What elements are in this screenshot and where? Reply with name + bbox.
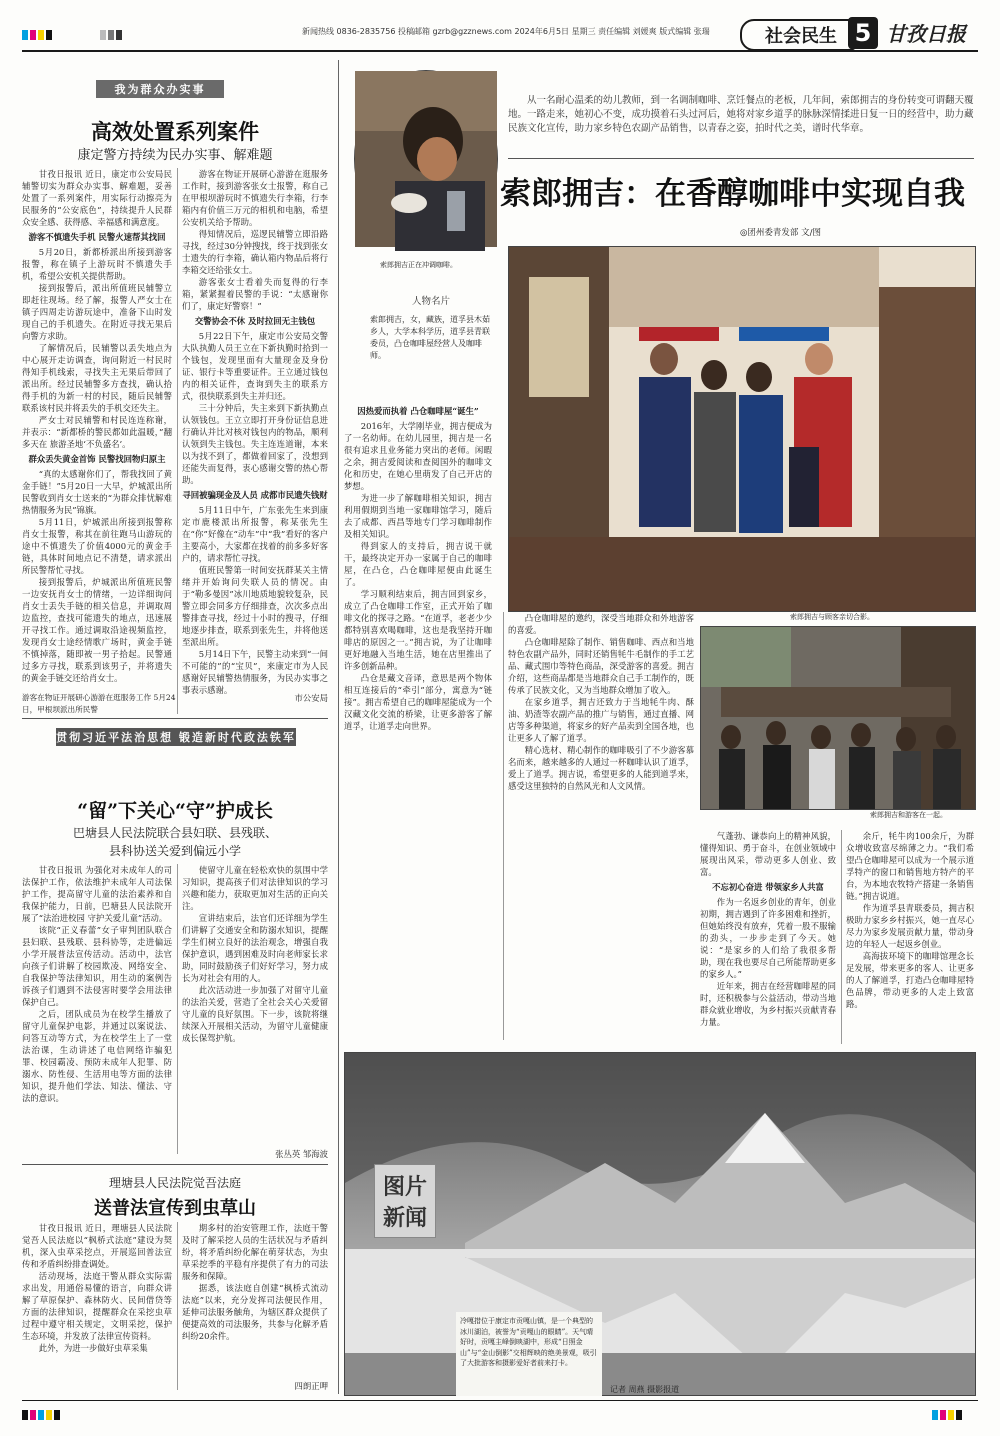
paragraph: 凸仓是藏文音译，意思是两个物体相互连接后的“牵引”部分，寓意为“链接”。拥吉希望自己的咖啡屋能成为一个汉藏文化交流的桥梁，让更多游客了解道孚，让道孚走向世界。 — [344, 673, 492, 731]
page-column-divider — [338, 60, 339, 1394]
page-number: 5 — [848, 17, 878, 49]
paragraph: 期多村的治安管理工作，法庭干警及时了解采挖人员的生活状况与矛盾纠纷，将矛盾纠纷化解在萌芽状态，为虫草采挖季的平稳有序提供了有力的司法服务和保障。 — [182, 1223, 328, 1281]
paragraph: 游客在物证开展研心游游在逛服务工作时，接到游客张女士报警，称自己在甲根坝游玩时不慎遗失行李箱，行李箱内有价值三万元的相机和电脑，希望公安机关给予帮助。 — [182, 169, 328, 227]
paragraph: 余斤，牦牛肉100余斤，为群众增收致富尽绵薄之力。“我们希望凸仓咖啡屋可以成为一个展示道孚特产的窗口和销售地方特产的平台，为本地农牧特产搭建一条销售链。”拥吉说道。 — [846, 831, 974, 901]
photo-news-credit: 记者 周燕 摄影报道 — [610, 1385, 680, 1394]
paragraph: 接到报警后，炉城派出所值班民警一边安抚肖女士的情绪，一边详细询问肖女士丢失手链的相关信息，并调取周边监控，查找可能遗失的地点，迅速展开寻找工作。通过调取沿途视频监控，发现肖女士途经情歌广场时，黄金手链不慎掉落，随即被一男子拾起。民警通过多方寻找，联系到该男子，并将遗失的黄金手链交还给肖女士。 — [22, 577, 172, 683]
landscape-photo-illustration — [345, 1053, 975, 1395]
top-rule — [22, 50, 978, 52]
paragraph: 学习顺利结束后，拥吉回到家乡，成立了凸仓咖啡工作室，正式开始了咖啡文化的探寻之路。“在道孚，老老少少都特别喜欢喝咖啡，这也是我坚持开咖啡店的原因之一。”拥吉说，为了让咖啡更好地融入当地生活，她在店里推出了许多创新品种。 — [344, 589, 492, 671]
paragraph: 甘孜日报讯 近日，康定市公安局民辅警切实为群众办实事、解难题，妥善处置了一系列案件，用实际行动擦亮为民服务的“公安底色”，持续提升人民群众安全感、获得感、幸福感和满意度。 — [22, 169, 172, 227]
feature-teaser: 从一名耐心温柔的幼儿教师，到一名调制咖啡、烹饪餐点的老板，几年间，索郎拥吉的身份转变可谓翻天覆地。一路走来，她初心不变，成功摸着石头过河后，她将对家乡道孚的脉脉深情揉进日复一日的经营中，助力藏民族文化宣传，助力家乡特色农副产品销售，以青春之姿，拍时代之美，谱时代华章。 — [508, 95, 974, 134]
photo-news-badge-line-2: 新闻 — [382, 1206, 427, 1231]
feature-byline: ◎团州委青发部 文/图 — [740, 228, 821, 238]
paragraph: 5月20日，新都桥派出所接到游客报警，称在镇子上游玩时不慎遗失手机，希望公安机关提供帮助。 — [22, 247, 172, 281]
divider — [22, 718, 328, 719]
color-registration-bar-bottom-right — [932, 1410, 962, 1420]
person-card-text: 索郎拥吉，女，藏族，道孚县木茹乡人，大学本科学历，道孚县青联委员，凸仓咖啡屋经营人及咖啡师。 — [370, 315, 490, 360]
feature-photo-group — [508, 246, 976, 612]
photo2-caption: 索郎拥吉和游客在一起。 — [870, 811, 947, 819]
story-subhead-line-2: 县科协送关爱到偏远小学 — [108, 844, 241, 858]
portrait-photo — [354, 70, 498, 248]
paragraph: 使留守儿童在轻松欢快的氛围中学习知识，提高孩子们对法律知识的学习兴趣和能力，获取更加对生活的正向关注。 — [182, 865, 328, 911]
paragraph: 作为道孚县青联委员，拥吉积极助力家乡乡村振兴，她一直尽心尽力为家乡发展贡献力量，带动身边的年轻人一起返乡创业。 — [846, 903, 974, 949]
paragraph: 5月11日，炉城派出所接到报警称肖女士报警，称其在前往跑马山游玩的途中不慎遗失了价值4000元的黄金手链，具体时间地点记不清楚，请求派出所民警帮忙寻找。 — [22, 517, 172, 575]
bottom-rule — [22, 1400, 978, 1401]
paragraph: 甘孜日报讯 为强化对未成年人的司法保护工作，依法维护未成年人司法保护工作，提高留守儿童的法治素养和自我保护能力，日前，巴塘县人民法院开展了“法治进校园 守护关爱儿童”活动。 — [22, 865, 172, 923]
photo-news-caption: 冷嘎措位于康定市贡嘎山镇，是一个典型的冰川湖泊，被誉为“贡嘎山的眼睛”。天气晴好时，贡嘎主峰倒映湖中，形成“日照金山”与“金山倒影”交相辉映的绝美景观，吸引了大批游客和摄影爱好者前来打卡。 — [456, 1312, 602, 1396]
landscape-photo — [344, 1052, 976, 1396]
header-meta: 新闻热线 0836-2835756 投稿邮箱 gzrb@gzznews.com 2024年6月5日 星期三 责任编辑 刘媛爽 版式编辑 张瑞 — [302, 27, 710, 36]
feature-column-b — [508, 612, 694, 1052]
photo-news-badge-line-1: 图片 — [382, 1175, 427, 1200]
registration-marks — [100, 30, 122, 40]
masthead: 甘孜日报 — [886, 22, 966, 46]
story-column-2 — [182, 864, 328, 1148]
section-subheading: 交警协会不休 及时拉回无主钱包 — [194, 316, 316, 326]
paragraph: 甘孜日报讯 近日，理塘县人民法院觉吾人民法庭以“枫桥式法庭”建设为契机，深入虫草采挖点，开展巡回普法宣传和矛盾纠纷排查调处。 — [22, 1223, 172, 1269]
paragraph: 活动现场，法庭干警从群众实际需求出发，用通俗易懂的语言，向群众讲解了草原保护、森林防火、民间借贷等方面的法律知识，提醒群众在采挖虫草过程中遵守相关规定，文明采挖，保护生态环境，并发放了法律宣传资料。 — [22, 1271, 172, 1341]
section-subheading: 群众丢失黄金首饰 民警找回物归原主 — [28, 454, 166, 464]
paragraph: 得知情况后，巡逻民辅警立即沿路寻找，经过30分钟搜找，终于找到张女士遗失的行李箱，确认箱内物品后将行李箱交还给张女士。 — [182, 229, 328, 275]
paragraph: 5月14日下午，民警主动来到“一间不可能的”的“宝贝”，来康定市为人民感谢好民辅警热情服务，为民办实事之事表示感谢。 — [182, 649, 328, 695]
column-divider — [177, 168, 178, 714]
section-subheading: 游客不慎遗失手机 民警火速帮其找回 — [28, 232, 166, 242]
section-subheading: 不忘初心奋进 带领家乡人共富 — [712, 882, 824, 892]
color-registration-bar-top-left — [22, 30, 52, 40]
story-headline: 高效处置系列案件 — [91, 119, 259, 144]
column-divider — [177, 1222, 178, 1390]
story-subhead-line-1: 巴塘县人民法院联合县妇联、县残联、 — [72, 826, 277, 840]
section-tag: 社会民生 — [740, 19, 862, 51]
feature-column-c — [700, 830, 836, 1046]
photo-news-badge — [374, 1164, 436, 1238]
paragraph: 此外，为进一步做好虫草采集 — [38, 1343, 148, 1353]
story-headline: 送普法宣传到虫草山 — [94, 1198, 256, 1219]
story-signature-1: 游客在物证开展研心游游在逛服务工作 5月24日，甲根坝派出所民警 — [22, 693, 176, 714]
paragraph: 值班民警第一时间安抚群某关主情绪并开始询问失联人员的情况。由于“勒多曼因”冰川地质地貌较复杂，民警立即会同多方仔细排查，次次多点出警排查寻找，经过十小时的搜寻，仔细地逐步排查，联系到张先生，并将他送至派出所。 — [182, 565, 328, 647]
story-banner: 贯彻习近平法治思想 锻造新时代政法铁军 — [56, 728, 296, 746]
story-column-2 — [182, 1222, 328, 1378]
story-subhead: 理塘县人民法院觉吾法庭 — [108, 1176, 241, 1190]
color-registration-bar-bottom-left — [22, 1410, 60, 1420]
feature-photo-2-illustration — [701, 627, 975, 809]
paragraph: 此次活动进一步加强了对留守儿童的法治关爱，营造了全社会关心关爱留守儿童的良好氛围。下一步，该院将继续深入开展相关活动，为留守儿童健康成长保驾护航。 — [182, 985, 328, 1043]
paragraph: 游客张女士看着失而复得的行李箱，紧紧握着民警的手说：“太感谢你们了，康定好警察！” — [182, 277, 328, 311]
paragraph: 精心选材、精心制作的咖啡吸引了不少游客慕名而来，越来越多的人通过一杯咖啡认识了道孚，爱上了道孚。拥吉说，希望更多的人能到道孚来，感受这里独特的自然风光和人文风情。 — [508, 745, 694, 791]
story-column-1 — [22, 168, 172, 684]
paragraph: 2016年，大学刚毕业，拥吉便成为了一名幼师。在幼儿园里，拥吉是一名很有追求且业务能力突出的老师。闲暇之余，拥吉爱阅读和查阅国外的咖啡文化和历史，在她心里萌发了自己开店的梦想。 — [344, 421, 492, 491]
section-subheading: 因热爱而执着 凸仓咖啡屋“诞生” — [357, 406, 479, 416]
photo1-caption: 索郎拥吉与顾客亲切合影。 — [790, 613, 874, 621]
divider — [22, 1164, 328, 1165]
paragraph: 宣讲结束后，法官们还详细为学生们讲解了交通安全和防溺水知识，提醒学生们树立良好的法治观念，增强自我保护意识，遇到困难及时向老师家长求助，同时鼓励孩子们好好学习，努力成长为对社会有用的人。 — [182, 913, 328, 983]
story-signature: 张丛英 邹海波 — [275, 1149, 328, 1159]
paragraph: 凸仓咖啡屋的邀约，深受当地群众和外地游客的喜爱。 — [508, 613, 694, 635]
column-divider — [503, 612, 504, 1040]
paragraph: 气蓬勃、谦恭向上的精神风貌，懂得知识、勇于奋斗，在创业领域中展现出风采，带动更多人创业、致富。 — [700, 831, 836, 877]
paragraph: 之后，团队成员为在校学生播放了留守儿童保护电影，并通过以案说法、问答互动等方式，为在校学生上了一堂法治课，生动讲述了电信网络诈骗犯罪、校园霸凌、预防未成年人犯罪、防溺水、防性侵、生活用电等方面的法律知识，提升他们学法、知法、懂法、守法的意识。 — [22, 1009, 172, 1103]
divider — [508, 158, 974, 159]
paragraph: 高海拔环境下的咖啡馆理念长足发展，带来更多的客人、让更多的人了解道孚，打造凸仓咖啡屋特色品牌，带动更多的人走上致富路。 — [846, 951, 974, 1009]
story-headline: “留”下关心“守”护成长 — [77, 800, 273, 822]
paragraph: 在家乡道孚，拥吉还致力于当地牦牛肉、酥油、奶渣等农副产品的推广与销售，通过直播、网店等多种渠道，将家乡的好产品卖到全国各地，也让更多人了解了道孚。 — [508, 697, 694, 743]
person-card-label: 人物名片 — [411, 296, 450, 307]
paragraph: 了解情况后，民辅警以丢失地点为中心展开走访调查，询问附近一村民时得知手机线索，寻找失主无果后带回了派出所。经过民辅警多方查找，确认拾得手机的为新一村的村民，随后民辅警联系该村民并将丢失的手机交还失主。 — [22, 343, 172, 413]
paragraph: 为进一步了解咖啡相关知识，拥吉利用假期到当地一家咖啡馆学习，随后去了成都、西昌等地专门学习咖啡制作及相关知识。 — [344, 493, 492, 539]
paragraph: 近年来，拥吉在经营咖啡屋的同时，还积极参与公益活动，带动当地群众就业增收，为乡村振兴贡献青春力量。 — [700, 981, 836, 1027]
story-subhead: 康定警方持续为民办实事、解难题 — [77, 148, 273, 163]
paragraph: 据悉，该法庭自创建“枫桥式流动法庭”以来，充分发挥司法便民作用，延伸司法服务触角，为辖区群众提供了便捷高效的司法服务，共参与化解矛盾纠纷20余件。 — [182, 1283, 328, 1341]
story-signature: 四朗正呷 — [294, 1381, 328, 1391]
paragraph: “真的太感谢你们了，帮我找回了黄金手链！”5月20日一大早，炉城派出所民警收到肖女士送来的“为群众排忧解难 热情服务为民”锦旗。 — [22, 469, 172, 515]
portrait-caption: 索郎拥吉正在冲调咖啡。 — [380, 261, 457, 269]
story-column-1 — [22, 1222, 172, 1390]
portrait-photo-illustration — [355, 71, 497, 247]
story-column-2 — [182, 168, 328, 695]
story-column-1 — [22, 864, 172, 1154]
feature-column-d — [846, 830, 974, 1046]
paragraph: 凸仓咖啡屋除了制作、销售咖啡、西点和当地特色农副产品外，同时还销售牦牛毛制作的手工艺品、藏式围巾等特色商品，深受游客的喜爱。拥吉介绍，这些商品都是当地群众自己手工制作的，既传承了民族文化，又为当地群众增加了收入。 — [508, 637, 694, 695]
paragraph: 严女士对民辅警和村民连连称谢，并表示：“新都桥的警民都如此温暖，”翻多天在 旅游圣地‘不负盛名’。 — [22, 415, 172, 449]
column-divider — [177, 864, 178, 1154]
story-signature-2: 市公安局 — [294, 693, 328, 703]
paragraph: 作为一名返乡创业的青年，创业初期，拥吉遇到了许多困难和挫折，但她始终没有放弃，凭着一股不服输的劲头，一步步走到了今天。她说：“是家乡的人们给了我很多帮助，现在我也要尽自己所能帮助更多的家乡人。” — [700, 897, 836, 979]
paragraph: 接到报警后，派出所值班民辅警立即赶往现场。经了解，报警人严女士在镇子四周走访游玩途中，准备下山时发现自己的手机遗失。在附近寻找无果后向警方求助。 — [22, 283, 172, 341]
person-card — [370, 296, 492, 392]
feature-photo-1-illustration — [509, 247, 975, 611]
story-banner: 我为群众办实事 — [96, 80, 224, 98]
section-subheading: 寻回被骗现金及人员 成都市民遗失钱财 — [182, 490, 328, 500]
feature-title: 索郎拥吉：在香醇咖啡中实现自我 — [500, 176, 965, 212]
feature-photo-2 — [700, 626, 976, 810]
paragraph: 该院“正义春蕾”女子审判团队联合县妇联、县残联、县科协等，走进偏远小学开展普法宣传活动。活动中，法官向孩子们讲解了校园欺凌、网络安全、自我保护等法律知识，用生动的案例告诉孩子们遇到不法侵害时要学会用法律保护自己。 — [22, 925, 172, 1007]
paragraph: 5月11日中午，广东张先生来到康定市鹿楼派出所报警，称某张先生在“你”好像在“动车”中“我”看好的客户主要高小，大家都在找着的前多多好客户的，请求帮忙寻找。 — [182, 505, 328, 563]
paragraph: 得到家人的支持后，拥吉说干就干，最终决定开办一家属于自己的咖啡屋，在凸仓，凸仓咖啡屋便由此诞生了。 — [344, 541, 492, 587]
feature-column-a — [344, 402, 492, 962]
paragraph: 三十分钟后，失主来到下新执勤点认领钱包。王立立即打开身份证信息进行确认并比对核对钱包内的物品，顺利认领到失主钱包。失主连连道谢，本来以为找不到了，都做着回家了，没想到还能失而复得，衷心感谢交警的热心帮助。 — [182, 403, 328, 485]
column-divider — [841, 830, 842, 1044]
paragraph: 5月22日下午，康定市公安局交警大队执勤人员王立在下新执勤时拾到一个钱包，发现里面有大量现金及身份证、银行卡等重要证件。王立通过钱包内的相关证件，查询到失主的联系方式，很快联系到失主并归还。 — [182, 331, 328, 401]
